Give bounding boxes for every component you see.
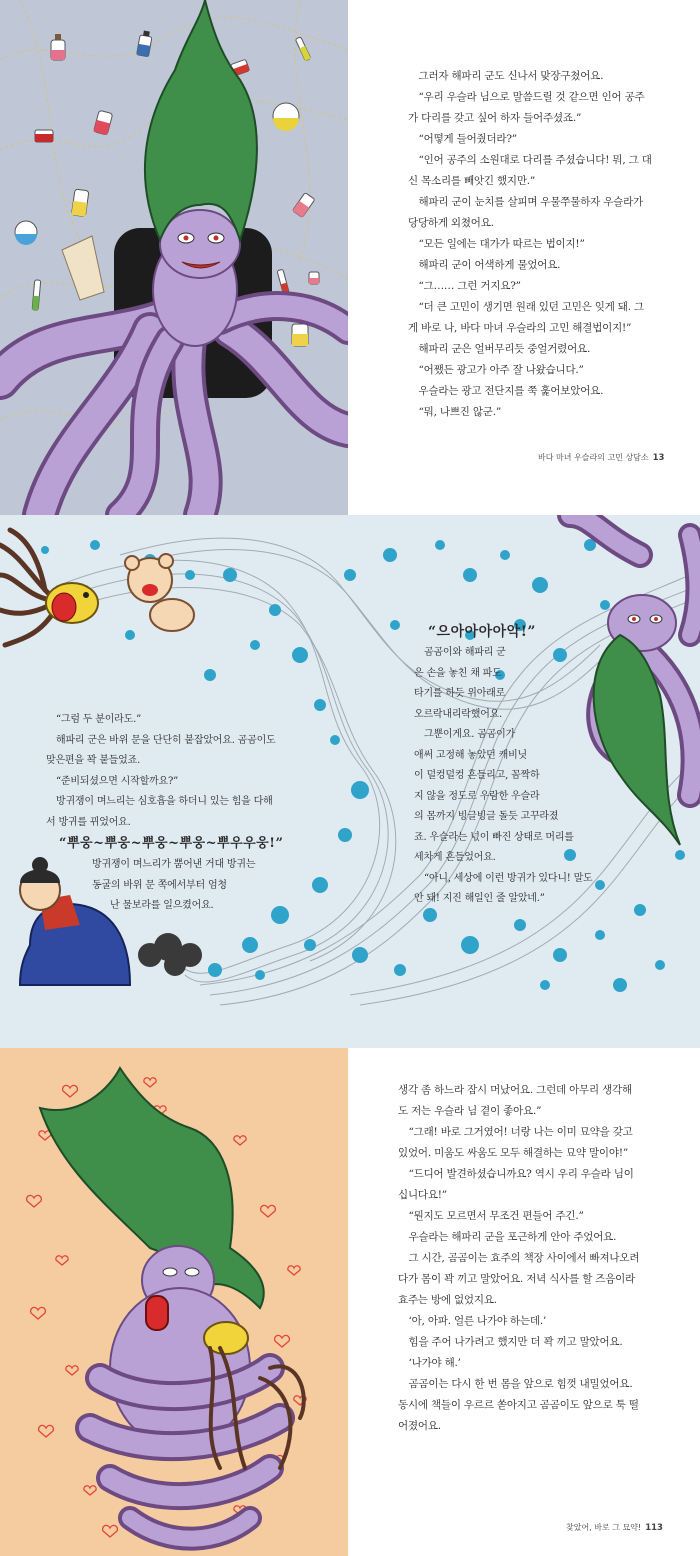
paragraph: 우슬라는 해파리 군을 포근하게 안아 주었어요. — [408, 1231, 617, 1243]
paragraph: 이 덜컹덜컹 흔들리고, 꼼짝하 — [414, 770, 540, 781]
paragraph: 다가 몸이 꽉 끼고 말았어요. 저녁 식사를 할 즈음이라 — [398, 1273, 636, 1285]
paragraph: 있었어. 미움도 싸움도 모두 해결하는 묘약 말이야!” — [398, 1147, 629, 1159]
ursula-hug-illustration — [0, 1048, 348, 1556]
fart-sound-text: “뿌웅~뿌웅~뿌웅~뿌웅~뿌우우웅!” — [59, 836, 284, 851]
paragraph: 해파리 군이 어색하게 물었어요. — [418, 259, 561, 271]
ursula-potions-illustration — [0, 0, 348, 515]
paragraph: 지 않을 정도로 우람한 우슬라 — [414, 790, 540, 802]
paragraph: 십니다요!” — [398, 1189, 447, 1201]
paragraph: “모든 일에는 대가가 따르는 법이지!” — [418, 238, 585, 250]
paragraph: “준비되셨으면 시작할까요?” — [56, 775, 179, 787]
paragraph: 난 물보라를 일으켰어요. — [110, 900, 214, 911]
paragraph: “인어 공주의 소원대로 다리를 주셨습니다! 뭐, 그 대 — [418, 154, 652, 166]
page-13-text — [408, 66, 652, 423]
paragraph: 그뿐이게요. 곰곰이가 — [424, 729, 516, 740]
running-title: 찾았어, 바로 그 묘약! — [566, 1523, 642, 1532]
paragraph: 효주는 방에 없었지요. — [398, 1294, 497, 1306]
jellyfish-character — [46, 583, 98, 623]
paragraph: 해파리 군은 바위 문을 단단히 붙잡았어요. 곰곰이도 — [56, 734, 276, 746]
scream-text: “으아아아아악!” — [428, 624, 536, 640]
paragraph: “그래! 바로 그거였어! 너랑 나는 이미 묘약을 갖고 — [408, 1126, 633, 1138]
paragraph: 해파리 군은 얼버무리듯 중얼거렸어요. — [418, 343, 591, 355]
paragraph: 맞은편을 꽉 붙들었죠. — [46, 755, 141, 766]
paragraph: 세차게 흔들었어요. — [414, 852, 496, 863]
paragraph: 방귀쟁이 며느리는 심호흡을 하더니 있는 힘을 다해 — [56, 796, 273, 807]
paragraph: 타기를 하듯 위아래로 — [414, 688, 506, 699]
page-113-text — [398, 1080, 639, 1437]
paragraph: “아니, 세상에 이런 방귀가 있다니! 말도 — [424, 872, 593, 884]
page-footer — [538, 452, 664, 463]
left-page-text — [46, 710, 283, 917]
paragraph: 곰곰이와 해파리 군 — [424, 647, 506, 658]
page-spread-ursula-counsel — [0, 0, 700, 515]
paragraph: 오르락내리락했어요. — [414, 708, 503, 720]
running-title: 바다 마녀 우슬라의 고민 상담소 — [538, 453, 649, 462]
paragraph: “그…… 그런 거지요?” — [418, 280, 521, 292]
right-page-text — [414, 621, 593, 910]
paragraph: “우리 우슬라 님으로 말씀드릴 것 같으면 인어 공주 — [418, 91, 645, 103]
paragraph: 힘을 주어 나가려고 했지만 더 꽉 끼고 말았어요. — [408, 1336, 623, 1348]
paragraph: 안 돼! 지진 해일인 줄 알았네.” — [414, 893, 545, 904]
paragraph: “그럼 두 분이라도.” — [56, 714, 141, 725]
paragraph: “더 큰 고민이 생기면 원래 있던 고민은 잊게 돼. 그 — [418, 301, 644, 313]
paragraph: “뭐, 나쁘진 않군.” — [418, 406, 502, 418]
paragraph: 서 방귀를 뀌었어요. — [46, 816, 131, 828]
page-footer — [566, 1522, 663, 1533]
paragraph: “어떻게 들어줬더라?” — [418, 133, 517, 145]
paragraph: “뭔지도 모르면서 무조건 편들어 주긴.” — [408, 1210, 584, 1222]
paragraph: “어쨌든 광고가 아주 잘 나왔습니다.” — [418, 364, 584, 376]
paragraph: 동굴의 바위 문 쪽에서부터 엄청 — [92, 879, 227, 891]
paragraph: “드디어 발견하셨습니까요? 역시 우리 우슬라 님이 — [408, 1168, 634, 1180]
paragraph: 신 목소리를 빼앗긴 했지만.” — [408, 175, 536, 187]
paragraph: 은 손을 놓친 채 파도 — [414, 667, 502, 679]
paragraph: ‘나가야 해.’ — [408, 1357, 461, 1369]
paragraph: 해파리 군이 눈치를 살피며 우물쭈물하자 우슬라가 — [418, 196, 643, 208]
paragraph: 그러자 해파리 군도 신나서 맞장구쳤어요. — [418, 70, 604, 82]
paragraph: 어졌어요. — [398, 1420, 441, 1432]
paragraph: 게 바로 나, 바다 마녀 우슬라의 고민 해결법이지!” — [408, 322, 632, 334]
page-spread-fart-wave — [0, 515, 700, 1048]
paragraph: 동시에 책들이 우르르 쏟아지고 곰곰이도 앞으로 툭 떨 — [398, 1399, 639, 1411]
paragraph: 애써 고정해 놓았던 캐비닛 — [414, 749, 527, 761]
page-spread-the-potion — [0, 1048, 700, 1556]
paragraph: 죠. 우슬라는 넋이 빠진 상태로 머리를 — [414, 831, 574, 843]
paragraph: 곰곰이는 다시 한 번 몸을 앞으로 힘껏 내밀었어요. — [408, 1378, 633, 1390]
paragraph: ‘아, 아파. 얼른 나가야 하는데.’ — [408, 1315, 547, 1327]
paragraph: 가 다리를 갖고 싶어 하자 들어주셨죠.” — [408, 112, 582, 124]
paragraph: 그 시간, 곰곰이는 효주의 책장 사이에서 빠져나오려 — [408, 1252, 640, 1264]
page-number: 113 — [645, 1523, 663, 1533]
paragraph: 방귀쟁이 며느리가 뿜어낸 거대 방귀는 — [92, 859, 256, 870]
paragraph: 의 몸까지 빙글빙글 돌듯 고꾸라졌 — [414, 811, 559, 822]
paragraph: 도 저는 우슬라 님 곁이 좋아요.” — [398, 1105, 542, 1117]
paragraph: 우슬라는 광고 전단지를 쭉 훑어보았어요. — [418, 385, 604, 397]
paragraph: 당당하게 외쳤어요. — [408, 217, 494, 229]
paragraph: 생각 좀 하느라 잠시 머났어요. 그런데 아무리 생각해 — [398, 1084, 632, 1096]
page-number: 13 — [652, 453, 665, 463]
